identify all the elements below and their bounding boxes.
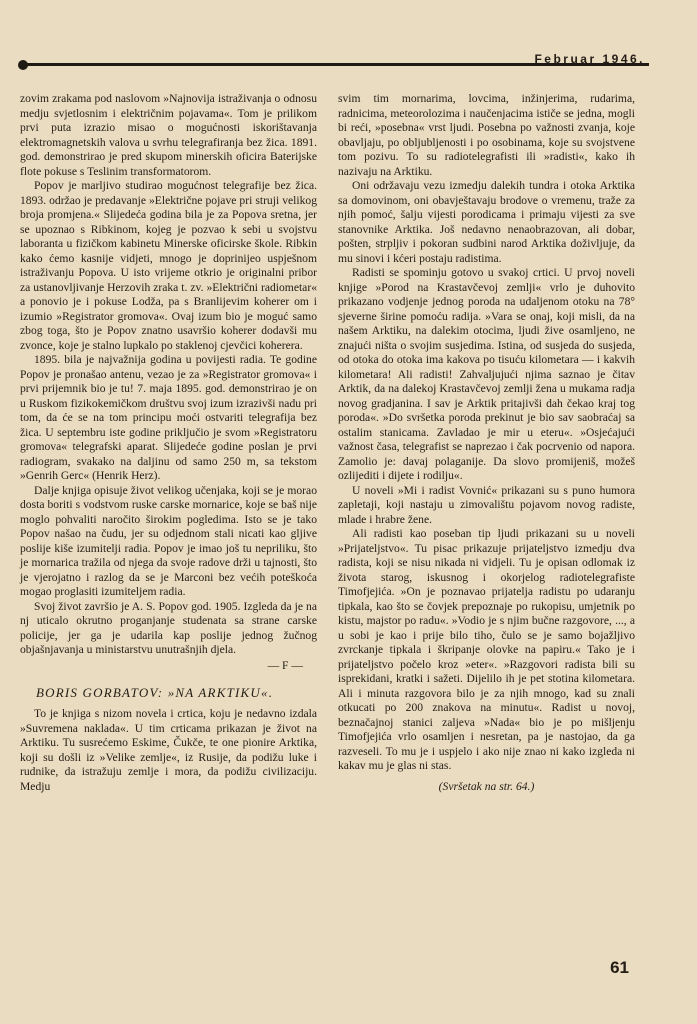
paragraph: svim tim mornarima, lovcima, inžinjerima, rudarima, radnicima, meteorolozima i naučenjacima ističe se jedna, mogli bi reći, »posebna« vrst ljudi. Posebna po važnosti zvanja, koje obavljaju, po obljubljenosti i po osobinama, koje su svojstvene tom pozivu. To su radiotelegrafisti ili »radisti«, kako ih nazivaju na Arktiku.: [338, 92, 635, 178]
paragraph: Radisti se spominju gotovo u svakoj crtici. U prvoj noveli knjige »Porod na Krastavčevoj zemlji« vrlo je duhovito prikazano vodjenje jednog poroda na udaljenom otoku na 78° sjeverne širine pomoću radija. »Vara se onaj, koji misli, da na našem Arktiku, na dalekim otocima, ljudi žive osamljeno, ne znajući ništa o svojim susjedima. Istina, od susjeda do susjeda, od otoka do otoka ima kakova po tisuću kilometara — i kakvih kilometara! Ali radisti! Zahvaljujući njima saznao je čitav Arktik, da na dalekoj Krastavčevoj zemlji žena u mukama radja novog gradjanina. I sav je Arktik pritajivši dah čekao kraj tog poroda«. »Do svršetka poroda prekinut je bio sav saobraćaj sa ostalim stanicama. Zavladao je mir u eteru«. »Osjećajući važnost časa, telegrafist se naprezao i čak pocrvenio od napora. Zamolio je: davaj polaganije. Da slovo promijeniš, možeš ozlijediti i dijete i rodilju«.: [338, 266, 635, 482]
paragraph: U noveli »Mi i radist Vovnić« prikazani su s puno humora zapletaji, koji nastaju u zimovalištu pojavom novog radiste, mlade i hrabre žene.: [338, 483, 635, 526]
right-column: [338, 92, 635, 794]
paragraph: Ali radisti kao poseban tip ljudi prikazani su u noveli »Prijateljstvo«. Tu pisac prikazuje prijateljstvo izmedju dva radista, koji se nisu nikada ni vidjeli. Tu je opisan odlomak iz života starog, iskusnog i okorjelog radiotelegrafiste Timofjejića. »On je poznavao prijatelja radistu po udaranju tipkala, kao što se čovjek prepoznaje po rukopisu, umjetnik po kistu, majstor po radu«. »Vodio je s njim bučne razgovore, ..., a u sobi je kao i prije bilo tiho, čulo se je samo bojažljivo zvrckanje tipkala i škripanje olovke na papiru.« Tako je i prijateljstvo počelo kroz »eter«. »Razgovori radista bili su isprekidani, kratki i sažeti. Dijelilo ih je pet stotina kilometara. Ali i minuta razgovora bilo je za njih mnogo, kad su znali otkucati po 200 znakova na minutu«. Radist u novoj, beznačajnoj stanici zaljeva »Nada« bio je po mišljenju Timofjejića vrlo osamljen i nesretan, pa je nastojao, da ga razveseli. To mu je i uspjelo i ako nije znao ni kako izgleda ni kakav mu je glas ni stas.: [338, 527, 635, 772]
left-column: [20, 92, 317, 794]
paragraph: zovim zrakama pod naslovom »Najnovija istraživanja o odnosu medju svjetlosnim i električnim pojavama«. Tom je prilikom prvi puta izrazio misao o mogućnosti iskorištavanja elektromagnetskih valova u svrhu telegrafiranja bez žica. 1891. god. demonstrirao je pred skupom minerskih oficira Baterijske flote pokuse s Teslinim transformatorom.: [20, 92, 317, 178]
paragraph: 1895. bila je najvažnija godina u povijesti radia. Te godine Popov je pronašao antenu, vezao je za »Registrator gromova« i prvi prijemnik bio je tu! 7. maja 1895. god. demonstrirao je on u Ruskom fizikokemičkom društvu svoj izum izrazivši nadu pri tom, da će se na tom principu moći ostvariti telegrafija bez žica. U septembru iste godine priključio je svom »Registratoru gromova« telegrafski aparat. Slijedeće godine poslan je prvi radiogram, svakako na daljinu od samo 250 m, sa tekstom »Genrih Gerc« (Henrik Herz).: [20, 353, 317, 482]
paragraph: Dalje knjiga opisuje život velikog učenjaka, koji se je morao dosta boriti s vodstvom ruske carske mornarice, koje se baš nije moglo pohvaliti naročito širokim pogledima. Isto se je tako Popov našao na čudu, jer su odjednom stali nicati kao gljive poslije kiše izumitelji radia. Popov je imao još tu nepriliku, što je mornarica tražila od njega da svoje radove drži u tajnosti, što je vjerojatno i razlog da se je Marconi bez većih poteškoća mogao proglasiti izumiteljem radia.: [20, 483, 317, 598]
paragraph: To je knjiga s nizom novela i crtica, koju je nedavno izdala »Suvremena naklada«. U tim crticama prikazan je život na Arktiku. Tu susrećemo Eskime, Čukče, te one pionire Arktika, koji su došli iz »Velike zemlje«, iz Rusije, da podižu luke i rudnike, da istražuju zemlje i mora, da podižu civilizaciju. Medju: [20, 707, 317, 793]
issue-date: Februar 1946.: [534, 52, 645, 66]
paragraph: Popov je marljivo studirao mogućnost telegrafije bez žica. 1893. održao je predavanje »Električne pojave pri struji velikog broja promjena.« Slijedeća godina bila je za Popova sretna, jer se upoznao s Ribkinom, kojeg je pozvao k sebi u svojstvu laboranta u fizičkom kabinetu Minerske oficirske škole. Ribkin kako ćemo kasnije vidjeti, mnogo je doprinijeo uspješnom istraživanju Popova. U isto vrijeme otkrio je originalni pribor za ustanovljivanje Herzovih zraka t. zv. »Električni radiometar« a ponovio je i pokuse Lodža, pa s Branlijevim koherer om i izumio »Registrator gromova«. Ovaj izum bio je moguć samo zbog toga, što je Popov znatno usavršio koherer dodavši mu zvonce, koje je stalno lupkalo po staklenoj cjevčici koherera.: [20, 179, 317, 352]
continued-note: (Svršetak na str. 64.): [438, 779, 535, 793]
review-heading: BORIS GORBATOV: »NA ARKTIKU«.: [36, 685, 274, 700]
page-number: 61: [610, 958, 629, 977]
paragraph: Oni održavaju vezu izmedju dalekih tundra i otoka Arktika sa domovinom, oni obavještavaju brodove o vremenu, traže za njih pomoć, šalju vijesti porodicama i primaju vijesti za sve stanovnike Arktika. Još nedavno nenaobrazovan, ali dobar, pošten, strpljiv i pokoran sudbini narod Arktika doživljuje, da mu sinovi i kćeri postaju radistima.: [338, 179, 635, 265]
author-signature: — F —: [267, 658, 303, 672]
page-header: [18, 48, 647, 76]
paragraph: Svoj život završio je A. S. Popov god. 1905. Izgleda da je na nj uticalo okrutno proganjanje studenata sa strane carske policije, jer ga je udarila kap poslije jednog žučnog objašnjavanja u ministarstvu unutrašnjih djela.: [20, 599, 317, 656]
